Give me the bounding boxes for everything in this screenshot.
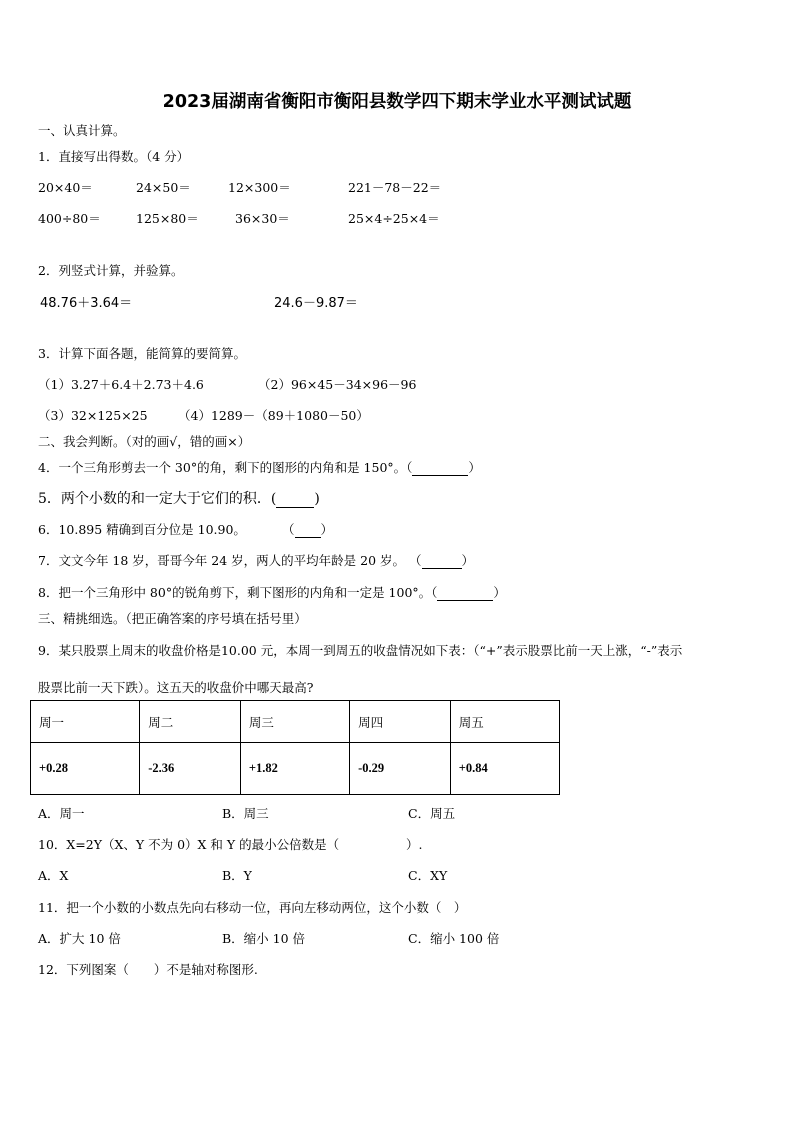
question-6-close: ） [320, 522, 334, 537]
question-5 [38, 488, 320, 508]
q9-option-c[interactable]: C．周五 [408, 806, 456, 821]
q3-item-2: （2）96×45－34×96－96 [258, 377, 417, 392]
q10-option-c[interactable]: C．XY [408, 868, 448, 883]
table-header-cell: 周二 [140, 701, 241, 743]
q11-option-c[interactable]: C．缩小 100 倍 [408, 931, 500, 946]
q1-row2-item-2: 125×80＝ [136, 211, 199, 226]
table-cell: +0.28 [31, 743, 140, 795]
question-9-line-2: 股票比前一天下跌）。这五天的收盘价中哪天最高? [38, 680, 314, 695]
q1-row1-item-1: 20×40＝ [38, 180, 93, 195]
q11-option-b[interactable]: B．缩小 10 倍 [222, 931, 306, 946]
q11-option-a[interactable]: A．扩大 10 倍 [38, 931, 121, 946]
q1-row1-item-3: 12×300＝ [228, 180, 291, 195]
q10-option-b[interactable]: B．Y [222, 868, 252, 883]
section-1-heading: 一、认真计算。 [38, 123, 126, 138]
q2-item-1: 48.76＋3.64＝ [40, 296, 133, 311]
question-5-text: 5．两个小数的和一定大于它们的积．( [38, 491, 277, 507]
question-6-open: （ [282, 522, 295, 537]
table-row [31, 743, 560, 795]
q3-item-3: （3）32×125×25 [38, 408, 148, 423]
question-10-close: ）. [406, 837, 423, 852]
question-6-answer [282, 520, 333, 538]
table-header-cell: 周四 [350, 701, 451, 743]
table-header-row [31, 701, 560, 743]
table-header-cell: 周一 [31, 701, 140, 743]
q3-item-4: （4）1289－（89＋1080－50） [178, 408, 369, 423]
question-4-close: ） [468, 460, 481, 475]
table-cell: +1.82 [240, 743, 349, 795]
question-10-label: 10．X=2Y（X、Y 不为 0）X 和 Y 的最小公倍数是（ [38, 837, 340, 852]
answer-blank-6[interactable] [295, 522, 321, 538]
question-7-close: ） [461, 553, 475, 568]
question-8-text: 8．把一个三角形中 80°的锐角剪下，剩下图形的内角和一定是 100°。（ [38, 585, 438, 600]
table-cell: +0.84 [450, 743, 559, 795]
question-5-close: ) [314, 491, 320, 507]
question-7 [38, 551, 474, 569]
q9-option-b[interactable]: B．周三 [222, 806, 269, 821]
question-6 [38, 520, 246, 538]
q1-row2-item-3: 36×30＝ [235, 211, 290, 226]
question-6-text: 6．10.895 精确到百分位是 10.90。 [38, 522, 246, 537]
question-4-text: 4．一个三角形剪去一个 30°的角，剩下的图形的内角和是 150°。（ [38, 460, 413, 475]
question-12-label: 12．下列图案（ ）不是轴对称图形. [38, 962, 258, 977]
q10-option-a[interactable]: A．X [38, 868, 69, 883]
q1-row2-item-4: 25×4÷25×4＝ [348, 211, 440, 226]
table-cell: -0.29 [350, 743, 451, 795]
question-4 [38, 458, 481, 476]
q3-item-1: （1）3.27＋6.4＋2.73＋4.6 [38, 377, 204, 392]
answer-blank-5[interactable] [276, 491, 314, 508]
q1-row1-item-2: 24×50＝ [136, 180, 191, 195]
question-2-label: 2．列竖式计算，并验算。 [38, 263, 184, 278]
question-1-label: 1．直接写出得数。（4 分） [38, 149, 190, 164]
table-header-cell: 周三 [240, 701, 349, 743]
section-2-heading: 二、我会判断。（对的画√，错的画×） [38, 434, 251, 449]
question-8-close: ） [493, 585, 506, 600]
q2-item-2: 24.6－9.87＝ [274, 296, 358, 311]
question-3-label: 3．计算下面各题，能简算的要简算。 [38, 346, 246, 361]
stock-change-table [30, 700, 560, 795]
question-7-text: 7．文文今年 18 岁，哥哥今年 24 岁，两人的平均年龄是 20 岁。 （ [38, 553, 422, 568]
answer-blank-8[interactable] [437, 585, 493, 601]
page-title: 2023届湖南省衡阳市衡阳县数学四下期末学业水平测试试题 [162, 92, 632, 112]
question-8 [38, 583, 506, 601]
answer-blank-7[interactable] [422, 553, 462, 569]
section-3-heading: 三、精挑细选。（把正确答案的序号填在括号里） [38, 611, 307, 626]
q9-option-a[interactable]: A．周一 [38, 806, 85, 821]
question-9-line-1: 9．某只股票上周末的收盘价格是10.00 元，本周一到周五的收盘情况如下表：（“+”表示股票比前一天上涨，“-”表示 [38, 643, 683, 658]
q1-row2-item-1: 400÷80＝ [38, 211, 101, 226]
question-11-label: 11．把一个小数的小数点先向右移动一位，再向左移动两位，这个小数（ ） [38, 900, 467, 915]
table-cell: -2.36 [140, 743, 241, 795]
answer-blank-4[interactable] [412, 460, 468, 476]
table-header-cell: 周五 [450, 701, 559, 743]
q1-row1-item-4: 221－78－22＝ [348, 180, 442, 195]
